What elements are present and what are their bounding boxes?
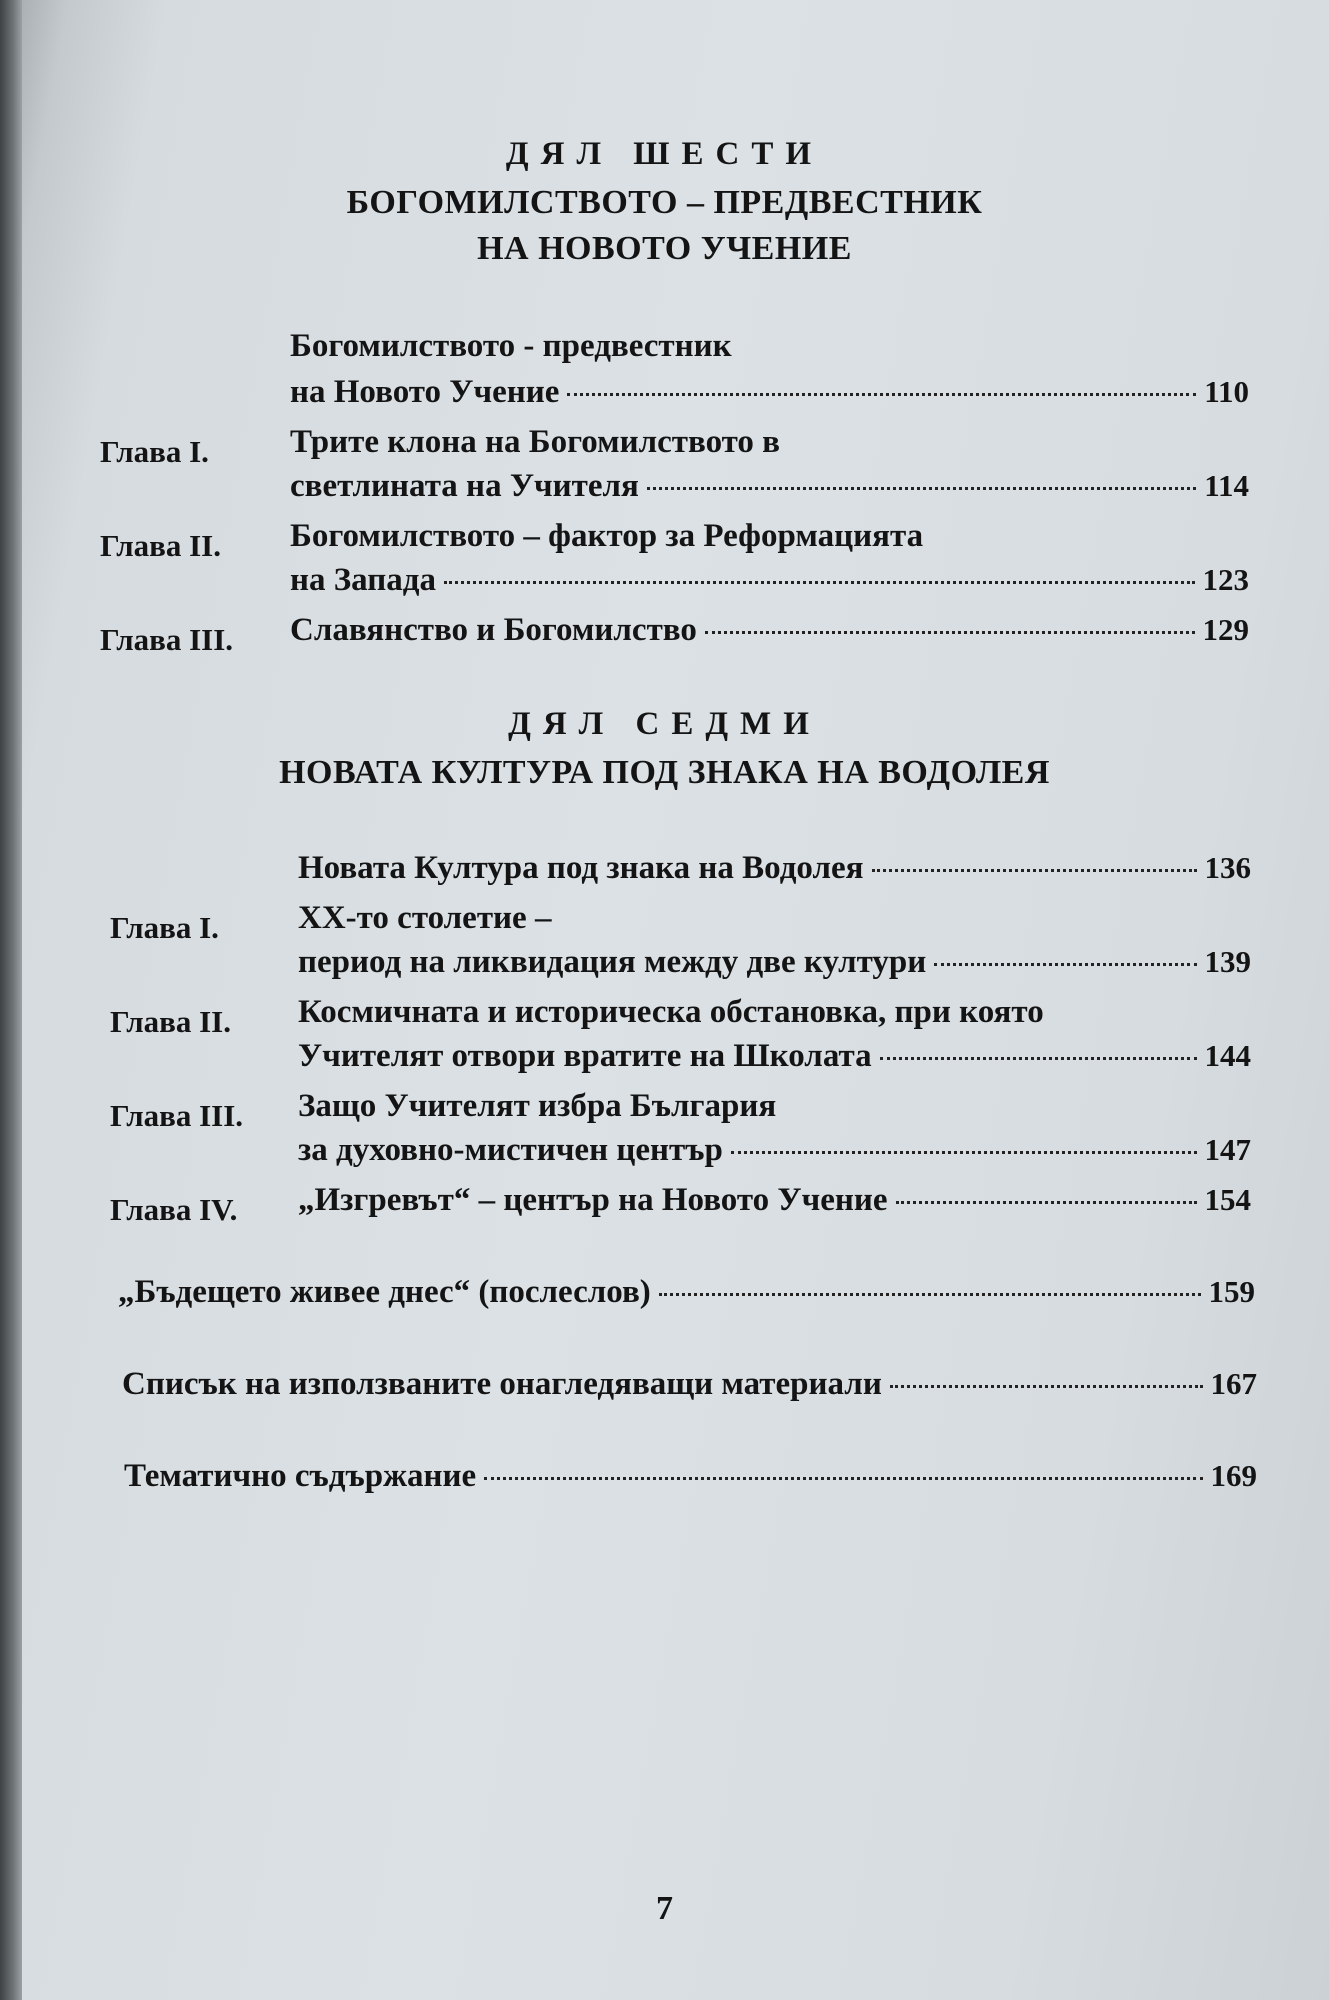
part-six-title-line2: НА НОВОТО УЧЕНИЕ [477,230,852,267]
toc-entry-line[interactable]: светлината на Учителя 114 [290,468,1249,504]
toc-entry-line[interactable]: Тематично съдържание 169 [124,1458,1257,1494]
toc-entry-line: XX-то столетие – [298,900,552,936]
toc-entry-line[interactable]: на Запада 123 [290,562,1249,598]
toc-entry-line: Защо Учителят избра България [298,1088,777,1124]
page-ref: 147 [1204,1132,1251,1167]
page-ref: 169 [1210,1458,1257,1493]
page-ref: 123 [1202,562,1249,597]
dot-leader [934,963,1196,966]
page-ref: 144 [1204,1038,1251,1073]
dot-leader [880,1057,1197,1060]
toc-entry-line: Трите клона на Богомилството в [290,424,781,460]
dot-leader [705,631,1195,634]
dot-leader [567,393,1196,396]
toc-entry-line: Богомилството - предвестник [290,328,732,364]
dot-leader [890,1385,1203,1388]
page-ref: 114 [1204,468,1249,503]
dot-leader [872,869,1197,872]
dot-leader [647,487,1196,490]
dot-leader [444,581,1195,584]
chapter-label: Глава II. [110,1004,231,1039]
page-number: 7 [656,1890,673,1927]
chapter-label: Глава I. [100,434,209,469]
dot-leader [484,1477,1202,1480]
toc-entry-line[interactable]: „Бъдещето живее днес“ (послеслов) 159 [118,1274,1255,1310]
chapter-label: Глава II. [100,528,221,563]
part-seven-title: НОВАТА КУЛТУРА ПОД ЗНАКА НА ВОДОЛЕЯ [279,754,1050,791]
toc-entry-line[interactable]: Учителят отвори вратите на Школата 144 [298,1038,1251,1074]
toc-entry-line[interactable]: Списък на използваните онагледяващи материали 167 [122,1366,1257,1402]
toc-entry-line: Космичната и историческа обстановка, при която [298,994,1044,1030]
toc-entry-line[interactable]: „Изгревът“ – център на Новото Учение 154 [298,1182,1251,1218]
page-ref: 167 [1210,1366,1257,1401]
page-ref: 136 [1204,850,1251,885]
toc-entry-line[interactable]: период на ликвидация между две култури 139 [298,944,1251,980]
book-spine-shadow [0,0,22,2000]
part-seven-number: ДЯЛ СЕДМИ [508,706,821,742]
part-six-title-line1: БОГОМИЛСТВОТО – ПРЕДВЕСТНИК [346,184,983,221]
dot-leader [731,1151,1197,1154]
toc-entry-line[interactable]: за духовно-мистичен център 147 [298,1132,1251,1168]
page-ref: 129 [1202,612,1249,647]
page-ref: 110 [1204,374,1249,409]
toc-entry-line[interactable]: Славянство и Богомилство 129 [290,612,1249,648]
dot-leader [896,1201,1197,1204]
chapter-label: Глава III. [100,622,234,657]
part-six-number: ДЯЛ ШЕСТИ [505,136,824,172]
chapter-label: Глава IV. [110,1192,238,1227]
page-ref: 159 [1208,1274,1255,1309]
chapter-label: Глава I. [110,910,219,945]
toc-entry-line: Богомилството – фактор за Реформацията [290,518,924,554]
page-ref: 154 [1204,1182,1251,1217]
chapter-label: Глава III. [110,1098,244,1133]
dot-leader [659,1293,1201,1296]
toc-entry-line[interactable]: Новата Култура под знака на Водолея 136 [298,850,1251,886]
toc-entry-line[interactable]: на Новото Учение 110 [290,374,1249,410]
page-ref: 139 [1204,944,1251,979]
